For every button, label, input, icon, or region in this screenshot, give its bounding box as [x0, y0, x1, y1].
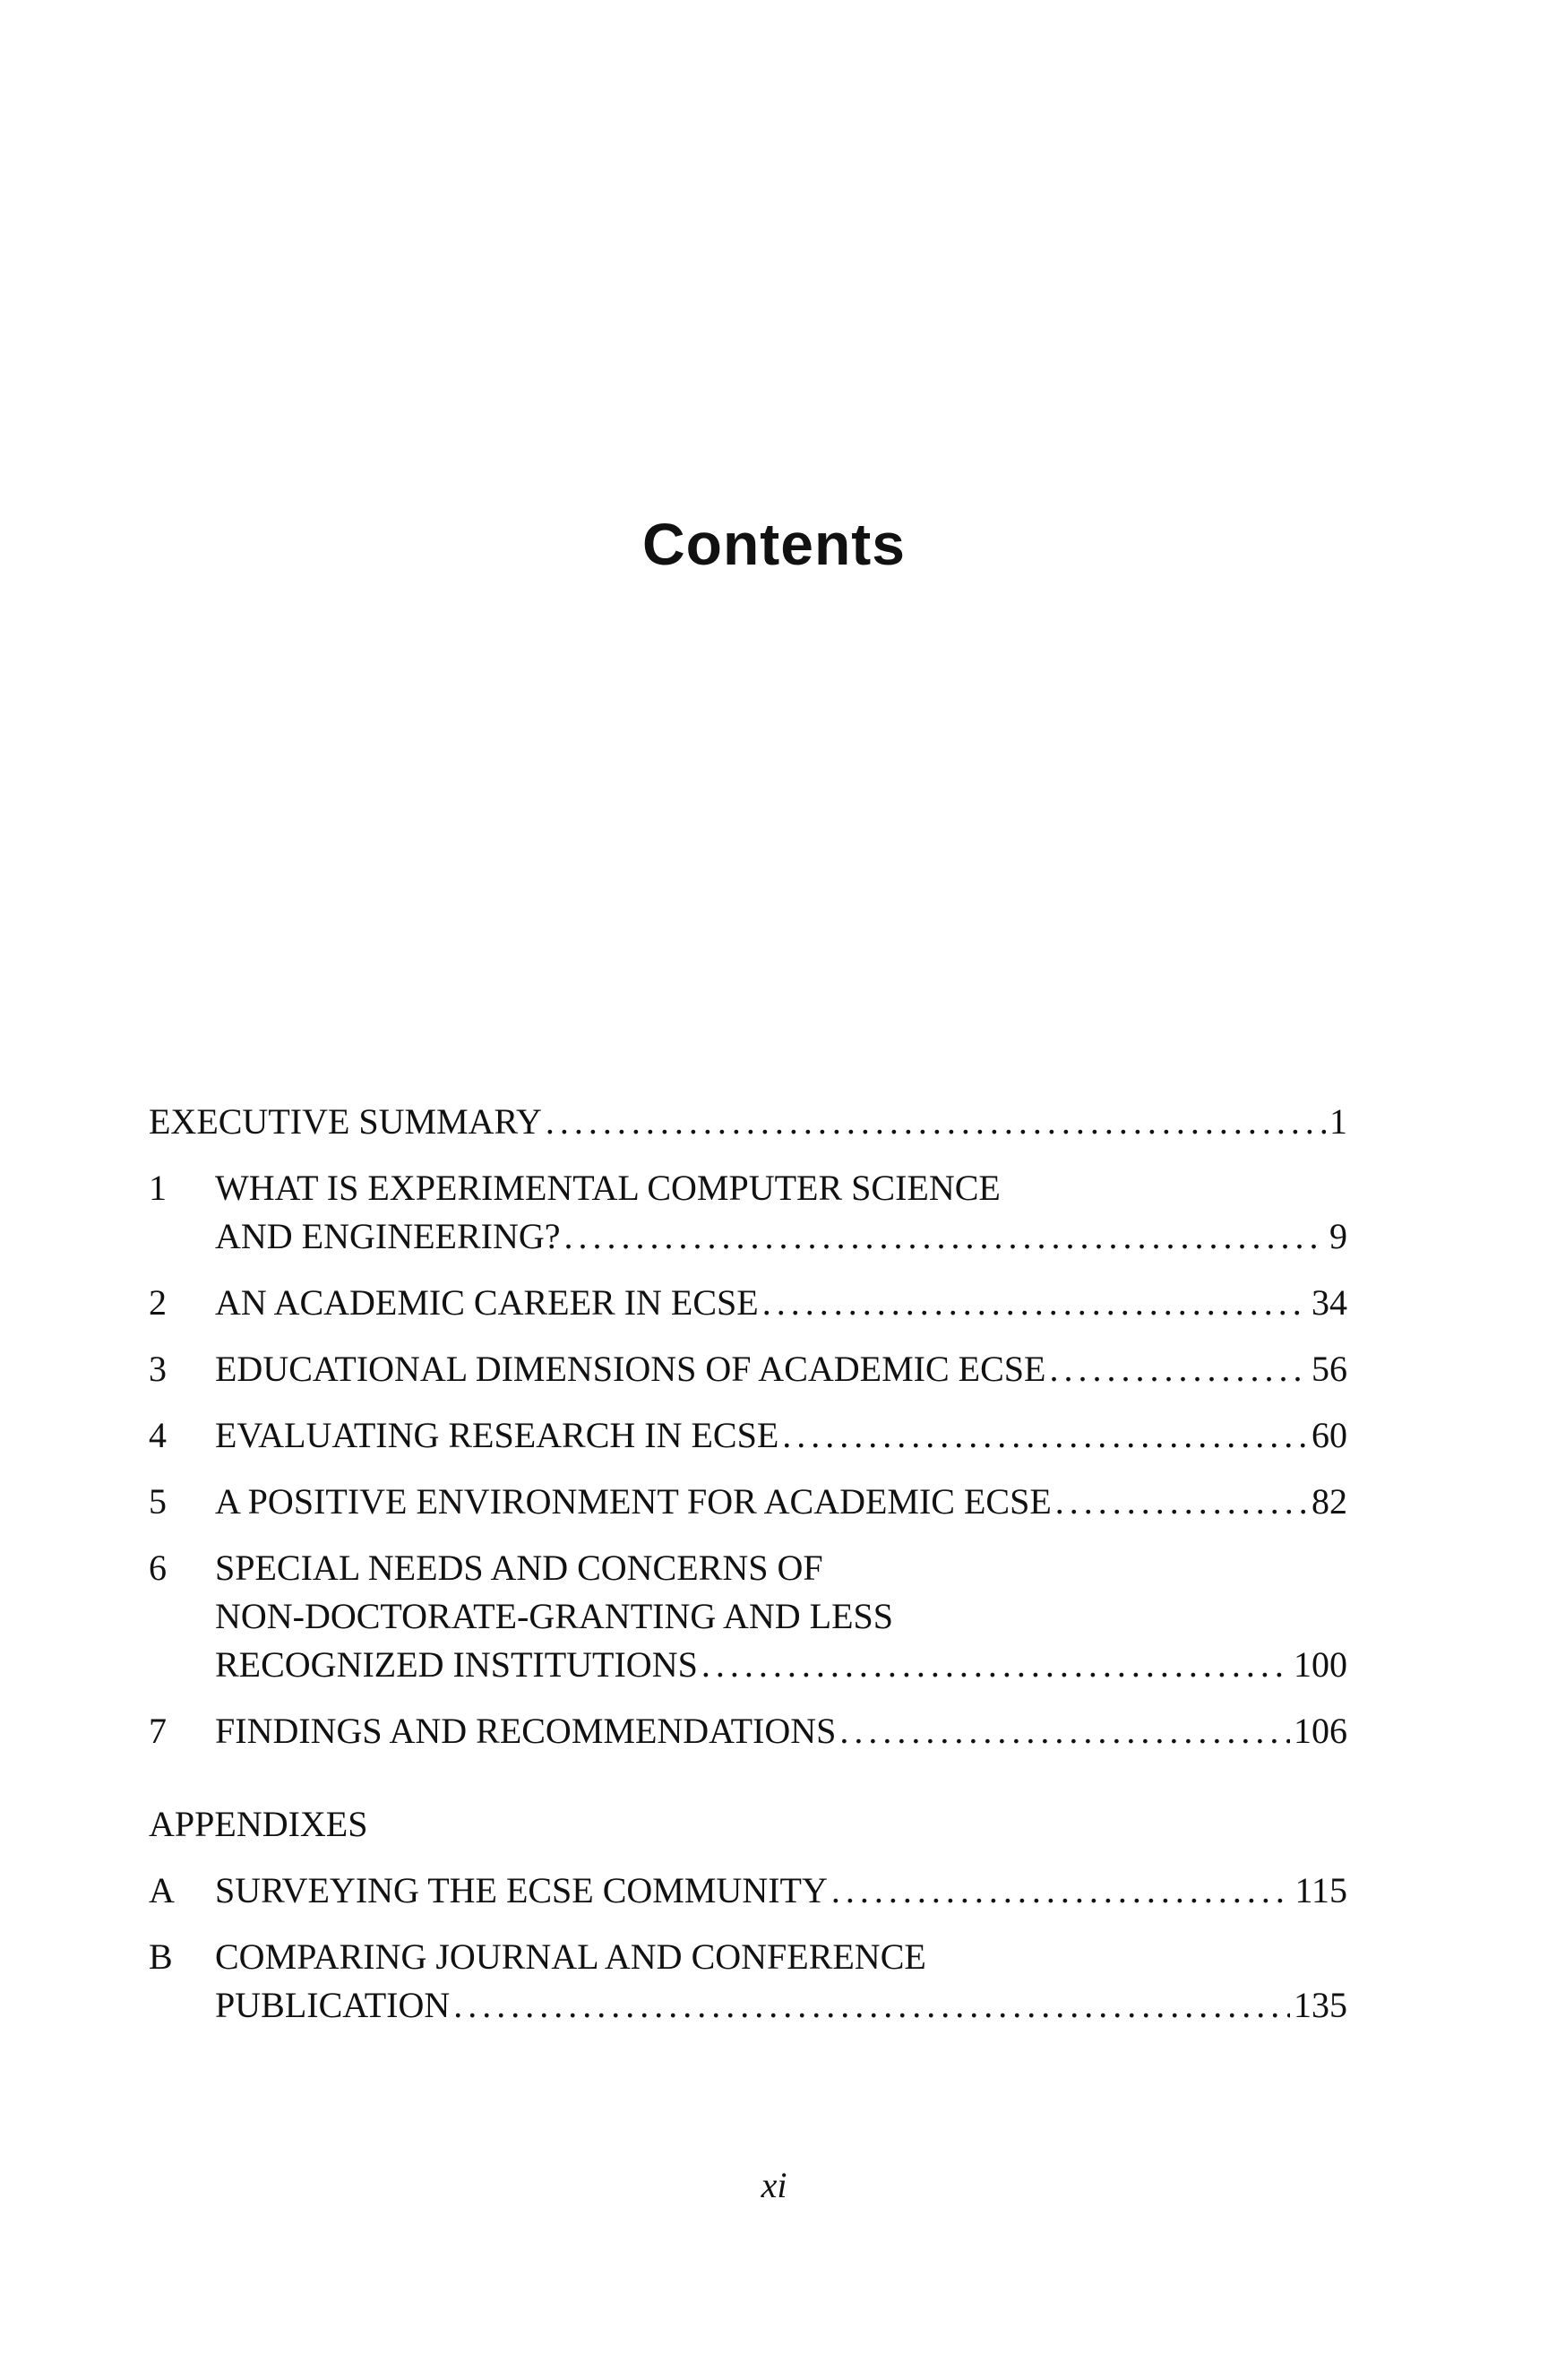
entry-title: EXECUTIVE SUMMARY: [149, 1101, 542, 1142]
dot-leader: [563, 1212, 1326, 1261]
appendix-entry[interactable]: [149, 1933, 1347, 2030]
entry-final-line: [215, 1411, 1347, 1460]
toc-entry[interactable]: [149, 1544, 1347, 1689]
entry-page-number: 115: [1294, 1870, 1347, 1910]
entry-title-line: COMPARING JOURNAL AND CONFERENCE: [215, 1936, 926, 1977]
dot-leader: [546, 1098, 1326, 1146]
entry-page-number: 56: [1312, 1349, 1347, 1389]
entry-title: A POSITIVE ENVIRONMENT FOR ACADEMIC ECSE: [215, 1481, 1052, 1522]
entry-page-number: 60: [1312, 1415, 1347, 1455]
toc-entry[interactable]: [149, 1098, 1347, 1146]
entry-number: 2: [149, 1282, 167, 1323]
entry-title: SURVEYING THE ECSE COMMUNITY: [215, 1870, 828, 1910]
entry-body: [215, 1478, 1347, 1526]
toc-main-list: [149, 1098, 1347, 1755]
entry-body: [149, 1098, 1347, 1146]
page-title: Contents: [642, 511, 906, 578]
entry-final-line: [215, 1707, 1347, 1755]
entry-final-line: [215, 1345, 1347, 1393]
dot-leader: [701, 1641, 1290, 1689]
entry-body: [215, 1411, 1347, 1460]
entry-body: [215, 1933, 1347, 2030]
entry-number: B: [149, 1936, 173, 1977]
entry-final-line: [215, 1279, 1347, 1327]
entry-title: EDUCATIONAL DIMENSIONS OF ACADEMIC ECSE: [215, 1349, 1046, 1389]
entry-page-number: 135: [1294, 1985, 1347, 2025]
toc-entry[interactable]: [149, 1478, 1347, 1526]
dot-leader: [839, 1707, 1290, 1755]
toc-appendix-list: [149, 1867, 1347, 2030]
entry-final-line: [215, 1478, 1347, 1526]
entry-number: 3: [149, 1349, 167, 1389]
entry-number: A: [149, 1870, 175, 1910]
entry-number: 1: [149, 1168, 167, 1208]
entry-page-number: 82: [1312, 1481, 1347, 1522]
entry-final-line: [215, 1212, 1347, 1261]
dot-leader: [782, 1411, 1308, 1460]
toc-entry[interactable]: [149, 1345, 1347, 1393]
entry-title: AND ENGINEERING?: [215, 1216, 561, 1256]
entry-title-line: SPECIAL NEEDS AND CONCERNS OF: [215, 1548, 823, 1588]
dot-leader: [1055, 1478, 1308, 1526]
entry-page-number: 1: [1329, 1101, 1347, 1142]
entry-body: [215, 1707, 1347, 1755]
toc-entry[interactable]: [149, 1164, 1347, 1261]
entry-title: PUBLICATION: [215, 1985, 451, 2025]
toc-entry[interactable]: [149, 1411, 1347, 1460]
entry-page-number: 100: [1294, 1644, 1347, 1685]
entry-body: [215, 1279, 1347, 1327]
entry-title: EVALUATING RESEARCH IN ECSE: [215, 1415, 779, 1455]
entry-body: [215, 1164, 1347, 1261]
entry-title: AN ACADEMIC CAREER IN ECSE: [215, 1282, 759, 1323]
entry-title-line: NON-DOCTORATE-GRANTING AND LESS: [215, 1596, 894, 1636]
appendix-entry[interactable]: [149, 1867, 1347, 1915]
entry-number: 7: [149, 1711, 167, 1751]
entry-number: 4: [149, 1415, 167, 1455]
entry-final-line: [215, 1641, 1347, 1689]
entry-body: [215, 1544, 1347, 1689]
entry-final-line: [215, 1867, 1347, 1915]
entry-title: FINDINGS AND RECOMMENDATIONS: [215, 1711, 837, 1751]
entry-page-number: 34: [1312, 1282, 1347, 1323]
dot-leader: [762, 1279, 1308, 1327]
entry-final-line: [215, 1981, 1347, 2030]
dot-leader: [453, 1981, 1290, 2030]
entry-title: RECOGNIZED INSTITUTIONS: [215, 1644, 698, 1685]
entry-body: [215, 1345, 1347, 1393]
dot-leader: [1049, 1345, 1308, 1393]
dot-leader: [831, 1867, 1292, 1915]
entry-body: [215, 1867, 1347, 1915]
entry-page-number: 9: [1329, 1216, 1347, 1256]
entry-page-number: 106: [1294, 1711, 1347, 1751]
toc-entry[interactable]: [149, 1279, 1347, 1327]
entry-number: 5: [149, 1481, 167, 1522]
page-number: xi: [761, 2165, 787, 2205]
appendixes-heading: APPENDIXES: [149, 1804, 368, 1844]
entry-number: 6: [149, 1548, 167, 1588]
entry-final-line: [149, 1098, 1347, 1146]
table-of-contents: [149, 1098, 1347, 2048]
toc-entry[interactable]: [149, 1707, 1347, 1755]
entry-title-line: WHAT IS EXPERIMENTAL COMPUTER SCIENCE: [215, 1168, 1001, 1208]
